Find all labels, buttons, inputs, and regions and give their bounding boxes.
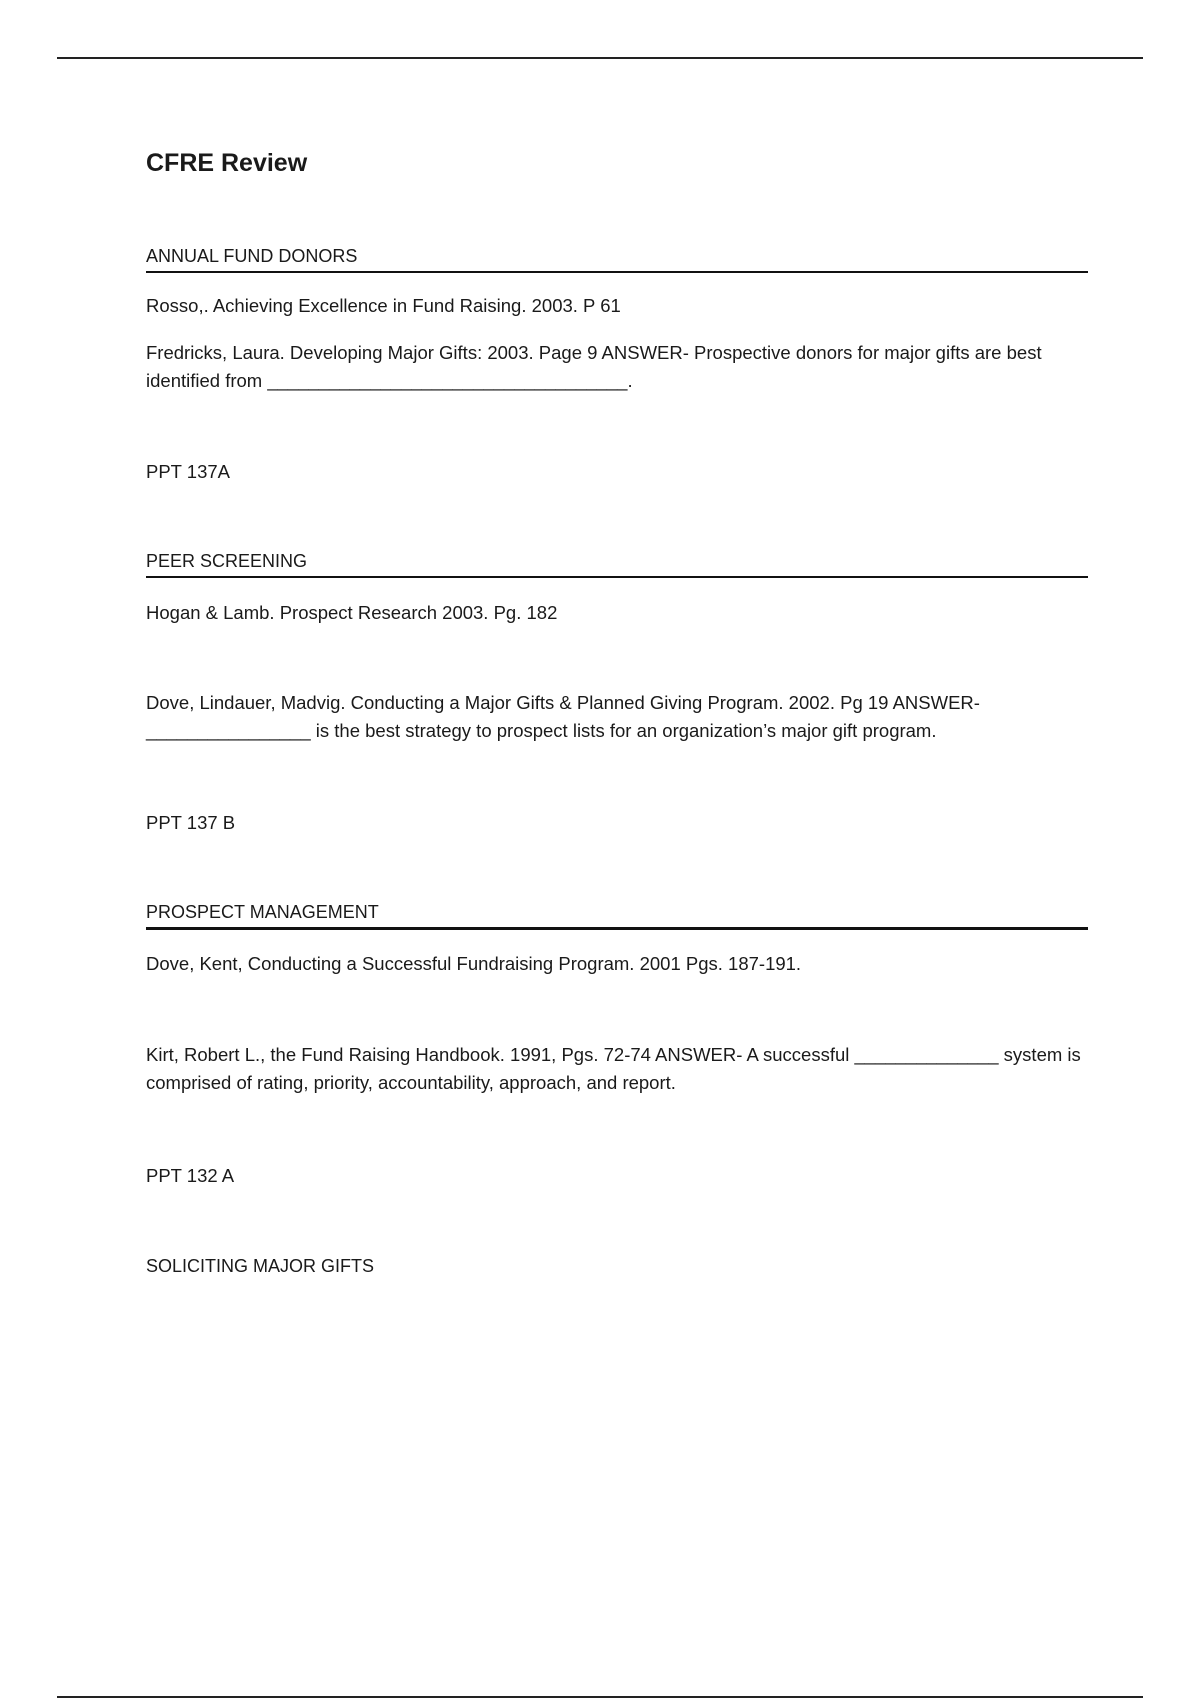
citation-dove-lindauer-question: Dove, Lindauer, Madvig. Conducting a Major Gifts & Planned Giving Program. 2002. Pg 19 ANSWER- ________________ is the best strategy to prospect lists for an organization’s major gift program.: [146, 692, 980, 741]
section-heading-soliciting-major-gifts: SOLICITING MAJOR GIFTS: [146, 1256, 375, 1276]
page-top-rule: [57, 57, 1143, 59]
document-title: CFRE Review: [146, 149, 308, 177]
section-heading-peer-screening: PEER SCREENING: [146, 550, 1088, 578]
section-heading-prospect-management: PROSPECT MANAGEMENT: [146, 901, 1088, 930]
citation-rosso: Rosso,. Achieving Excellence in Fund Raising. 2003. P 61: [146, 295, 621, 316]
citation-dove-kent: Dove, Kent, Conducting a Successful Fundraising Program. 2001 Pgs. 187-191.: [146, 953, 802, 974]
ppt-ref-137b: PPT 137 B: [146, 812, 236, 833]
ppt-ref-137a: PPT 137A: [146, 461, 230, 482]
page-bottom-rule: [57, 1696, 1143, 1698]
citation-hogan-lamb: Hogan & Lamb. Prospect Research 2003. Pg. 182: [146, 602, 558, 623]
citation-kirt-question: Kirt, Robert L., the Fund Raising Handbook. 1991, Pgs. 72-74 ANSWER- A successful ______________ system is comprised of rating, priority, accountability, approach, and report.: [146, 1044, 1081, 1093]
ppt-ref-132a: PPT 132 A: [146, 1165, 235, 1186]
section-heading-annual-fund-donors: ANNUAL FUND DONORS: [146, 245, 1088, 273]
citation-fredricks-question: Fredricks, Laura. Developing Major Gifts: 2003. Page 9 ANSWER- Prospective donors for major gifts are best identified from ___________________________________.: [146, 342, 1042, 391]
